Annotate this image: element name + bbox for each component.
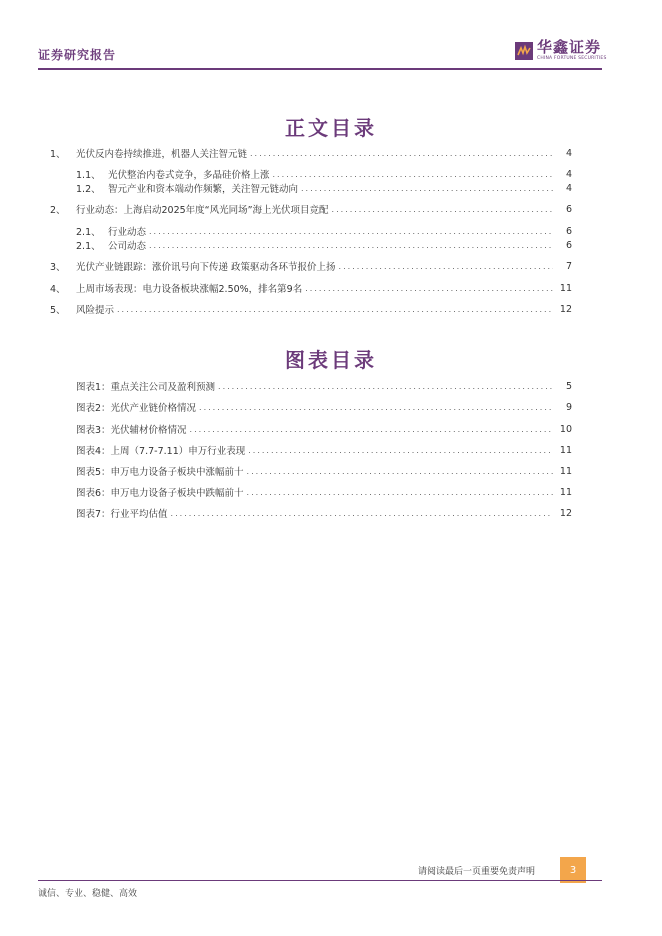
- figure-item-page: 10: [559, 423, 572, 435]
- toc-leader-dots: [339, 262, 553, 271]
- toc-leader-dots: [218, 382, 553, 391]
- toc-item-text: 公司动态: [108, 241, 147, 252]
- figure-item[interactable]: [76, 443, 572, 457]
- toc-item-number: 1.2、: [76, 184, 101, 195]
- page-number-badge: 3: [560, 857, 586, 883]
- toc-item-number: 1.1、: [76, 170, 101, 181]
- figure-item-page: 12: [559, 507, 572, 519]
- toc-item-text: 行业动态：上海启动2025年度“风光同场”海上光伏项目竞配: [76, 205, 329, 216]
- figure-item[interactable]: [76, 506, 572, 520]
- figure-item-text: 图表6：申万电力设备子板块中跌幅前十: [76, 488, 244, 499]
- toc-item-number: 5、: [50, 305, 66, 316]
- toc-item-text: 光伏整治内卷式竞争，多晶硅价格上涨: [108, 170, 270, 181]
- figure-item[interactable]: [76, 422, 572, 436]
- figure-item-text: 图表4：上周（7.7-7.11）申万行业表现: [76, 446, 246, 457]
- toc-item-text: 上周市场表现：电力设备板块涨幅2.50%，排名第9名: [76, 284, 303, 295]
- toc-item[interactable]: [50, 302, 572, 316]
- toc-leader-dots: [332, 205, 553, 214]
- figure-item-page: 9: [565, 401, 572, 413]
- company-logo: [515, 40, 607, 62]
- toc-leader-dots: [149, 241, 553, 250]
- toc-leader-dots: [301, 184, 553, 193]
- toc-subitem[interactable]: [50, 181, 572, 195]
- figure-item-text: 图表2：光伏产业链价格情况: [76, 403, 197, 414]
- toc-leader-dots: [250, 149, 553, 158]
- toc-subitem[interactable]: [50, 238, 572, 252]
- toc-leader-dots: [117, 305, 553, 314]
- footer-divider: [38, 880, 602, 881]
- logo-mark-icon: [515, 42, 533, 60]
- figure-item[interactable]: [76, 464, 572, 478]
- report-type-label: 证券研究报告: [38, 48, 117, 62]
- toc-item-page: 7: [565, 260, 572, 272]
- toc-item[interactable]: [50, 281, 572, 295]
- company-motto: 诚信、专业、稳健、高效: [38, 889, 138, 899]
- figure-item-page: 11: [559, 444, 572, 456]
- toc-leader-dots: [199, 403, 553, 412]
- figure-item[interactable]: [76, 400, 572, 414]
- logo-chinese-name: 华鑫证券: [537, 38, 602, 56]
- figures-title: 图表目录: [285, 348, 377, 372]
- toc-item-page: 6: [565, 239, 572, 251]
- figure-item-text: 图表1：重点关注公司及盈利预测: [76, 382, 216, 393]
- toc-item-page: 11: [559, 282, 572, 294]
- figure-item-page: 11: [559, 486, 572, 498]
- toc-item[interactable]: [50, 146, 572, 160]
- figure-item-text: 图表5：申万电力设备子板块中涨幅前十: [76, 467, 244, 478]
- toc-leader-dots: [273, 170, 553, 179]
- figure-item-page: 11: [559, 465, 572, 477]
- figure-item-text: 图表3：光伏辅材价格情况: [76, 425, 187, 436]
- toc-item-page: 12: [559, 303, 572, 315]
- toc-item-number: 2、: [50, 205, 66, 216]
- toc-leader-dots: [247, 488, 553, 497]
- header-divider: [38, 68, 602, 70]
- toc-item[interactable]: [50, 202, 572, 216]
- toc-item-number: 2.1、: [76, 241, 101, 252]
- toc-leader-dots: [305, 284, 553, 293]
- toc-item-number: 3、: [50, 262, 66, 273]
- figure-item[interactable]: [76, 379, 572, 393]
- toc-leader-dots: [247, 467, 553, 476]
- toc-item-page: 6: [565, 203, 572, 215]
- toc-item-text: 光伏产业链跟踪：涨价讯号向下传递 政策驱动各环节报价上扬: [76, 262, 336, 273]
- toc-leader-dots: [171, 509, 553, 518]
- figure-item[interactable]: [76, 485, 572, 499]
- toc-item-text: 风险提示: [76, 305, 115, 316]
- toc-title: 正文目录: [285, 116, 377, 140]
- toc-item-page: 4: [565, 147, 572, 159]
- toc-item-page: 6: [565, 225, 572, 237]
- toc-leader-dots: [149, 227, 553, 236]
- toc-leader-dots: [248, 446, 553, 455]
- figure-item-text: 图表7：行业平均估值: [76, 509, 168, 520]
- toc-subitem[interactable]: [50, 224, 572, 238]
- figure-item-page: 5: [565, 380, 572, 392]
- toc-item-number: 2.1、: [76, 227, 101, 238]
- toc-item-number: 4、: [50, 284, 66, 295]
- toc-leader-dots: [190, 425, 553, 434]
- toc-item-number: 1、: [50, 149, 66, 160]
- toc-item-page: 4: [565, 182, 572, 194]
- toc-item-text: 行业动态: [108, 227, 147, 238]
- disclaimer-note: 请阅读最后一页重要免责声明: [418, 867, 536, 877]
- toc-item[interactable]: [50, 259, 572, 273]
- toc-subitem[interactable]: [50, 167, 572, 181]
- toc-item-text: 智元产业和资本端动作频繁，关注智元链动向: [108, 184, 299, 195]
- toc-item-page: 4: [565, 168, 572, 180]
- logo-english-name: CHINA FORTUNE SECURITIES: [537, 56, 607, 61]
- toc-item-text: 光伏反内卷持续推进，机器人关注智元链: [76, 149, 248, 160]
